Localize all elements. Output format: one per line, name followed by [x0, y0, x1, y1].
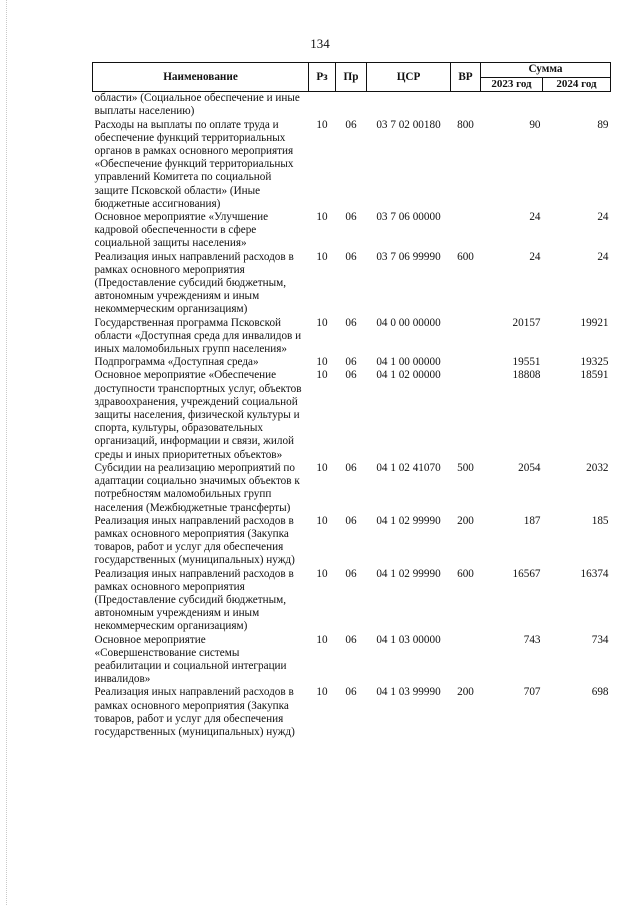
- header-pr: Пр: [336, 63, 367, 92]
- row-csr: 04 1 02 99990: [376, 514, 441, 527]
- header-rz: Рз: [309, 63, 336, 92]
- row-name: Субсидии на реализацию мероприятий по адаптации социально значимых объектов к потребностям маломобильных групп населения (Межбюджетные трансферты): [94, 461, 300, 514]
- row-rz: 10: [316, 633, 328, 646]
- table-row: [93, 462, 611, 515]
- row-csr: 04 1 03 00000: [376, 633, 441, 646]
- row-rz: 10: [316, 316, 328, 329]
- row-pr: 06: [345, 567, 357, 580]
- row-pr: 06: [345, 316, 357, 329]
- row-rz: 10: [316, 356, 328, 369]
- row-vr: 200: [457, 514, 474, 527]
- row-sum-2023: 18808: [512, 369, 541, 382]
- row-sum-2023: [481, 92, 543, 119]
- table-row: [93, 211, 611, 251]
- table-row: [93, 317, 611, 357]
- row-name: Основное мероприятие «Совершенствование системы реабилитации и социальной интеграции инвалидов»: [94, 633, 287, 686]
- row-rz: 10: [316, 686, 328, 699]
- table-header: [93, 63, 611, 92]
- row-sum-2024: [543, 92, 611, 119]
- row-vr: [451, 369, 481, 461]
- row-sum-2024: 185: [591, 514, 609, 527]
- row-csr: 04 1 02 41070: [376, 461, 441, 474]
- header-csr: ЦСР: [367, 63, 451, 92]
- row-vr: 600: [457, 250, 474, 263]
- row-name: области» (Социальное обеспечение и иные выплаты населению): [94, 92, 300, 118]
- row-sum-2024: 18591: [580, 369, 609, 382]
- table-row: [93, 686, 611, 739]
- row-pr: 06: [345, 356, 357, 369]
- row-sum-2024: 734: [591, 633, 609, 646]
- table-row: [93, 92, 611, 119]
- row-sum-2024: 24: [597, 211, 609, 224]
- row-sum-2024: 16374: [580, 567, 609, 580]
- row-name: Основное мероприятие «Улучшение кадровой обеспеченности в сфере социальной защиты населения»: [94, 211, 269, 250]
- row-sum-2024: 19325: [580, 356, 609, 369]
- row-rz: 10: [316, 118, 328, 131]
- row-vr: 600: [457, 567, 474, 580]
- row-rz: 10: [316, 250, 328, 263]
- row-sum-2023: 90: [529, 118, 541, 131]
- row-vr: [451, 356, 481, 369]
- row-sum-2024: 2032: [586, 461, 609, 474]
- row-name: Реализация иных направлений расходов в рамках основного мероприятия (Предоставление субсидий бюджетным, автономным учреждениям и иным некоммерческим организациям): [94, 250, 294, 316]
- row-sum-2023: 24: [529, 250, 541, 263]
- row-rz: 10: [316, 567, 328, 580]
- row-rz: 10: [316, 461, 328, 474]
- row-sum-2023: 19551: [512, 356, 541, 369]
- table-body: [93, 92, 611, 739]
- table-row: [93, 515, 611, 568]
- scan-edge: [0, 0, 7, 905]
- row-pr: 06: [345, 461, 357, 474]
- header-2023: 2023 год: [481, 78, 543, 92]
- row-vr: [451, 211, 481, 251]
- row-vr: 200: [457, 686, 474, 699]
- row-sum-2023: 707: [523, 686, 541, 699]
- budget-table: [92, 62, 611, 739]
- row-csr: 03 7 02 00180: [376, 118, 441, 131]
- row-sum-2023: 187: [523, 514, 541, 527]
- row-name: Расходы на выплаты по оплате труда и обеспечение функций территориальных органов в рамках основного мероприятия «Обеспечение функций территориальных управлений Комитета по социальной защите Псковской области» (Иные бюджетные ассигнования): [94, 118, 294, 210]
- row-name: Основное мероприятие «Обеспечение доступности транспортных услуг, объектов здравоохранения, учреждений социальной защиты населения, физической культуры и спорта, культуры, образовательных организаций, информации и связи, жилой среды и иных приоритетных объектов»: [94, 369, 302, 461]
- table-row: [93, 634, 611, 687]
- row-vr: 800: [457, 118, 474, 131]
- row-csr: 04 1 02 99990: [376, 567, 441, 580]
- row-sum-2023: 24: [529, 211, 541, 224]
- table-row: [93, 119, 611, 211]
- row-sum-2023: 16567: [512, 567, 541, 580]
- row-sum-2023: 2054: [518, 461, 541, 474]
- row-name: Реализация иных направлений расходов в рамках основного мероприятия (Закупка товаров, работ и услуг для обеспечения государственных (муниципальных) нужд): [94, 686, 295, 738]
- header-sum: Сумма: [481, 63, 611, 78]
- row-sum-2024: 19921: [580, 316, 609, 329]
- row-vr: 500: [457, 461, 474, 474]
- page-number: 134: [310, 36, 330, 51]
- row-rz: 10: [316, 369, 328, 382]
- row-pr: 06: [345, 686, 357, 699]
- header-name: Наименование: [93, 63, 309, 92]
- row-name: Реализация иных направлений расходов в рамках основного мероприятия (Закупка товаров, работ и услуг для обеспечения государственных (муниципальных) нужд): [94, 514, 295, 567]
- row-rz: 10: [316, 514, 328, 527]
- row-csr: 04 1 03 99990: [376, 686, 441, 699]
- table-row: [93, 568, 611, 634]
- table-row: [93, 251, 611, 317]
- row-sum-2023: 743: [523, 633, 541, 646]
- row-csr: 04 0 00 00000: [376, 316, 441, 329]
- row-name: Реализация иных направлений расходов в рамках основного мероприятия (Предоставление субсидий бюджетным, автономным учреждениям и иным некоммерческим организациям): [94, 567, 294, 633]
- header-vr: ВР: [451, 63, 481, 92]
- row-name: Государственная программа Псковской области «Доступная среда для инвалидов и иных маломобильных групп населения»: [94, 316, 302, 356]
- row-pr: 06: [345, 250, 357, 263]
- table-row: [93, 356, 611, 369]
- row-sum-2024: 698: [591, 686, 609, 699]
- table-row: [93, 369, 611, 461]
- row-csr: 04 1 02 00000: [376, 369, 441, 382]
- row-csr: [367, 92, 451, 119]
- row-pr: 06: [345, 211, 357, 224]
- row-sum-2024: 24: [597, 250, 609, 263]
- row-csr: 03 7 06 99990: [376, 250, 441, 263]
- row-name: Подпрограмма «Доступная среда»: [94, 356, 259, 369]
- row-sum-2023: 20157: [512, 316, 541, 329]
- row-pr: 06: [345, 369, 357, 382]
- row-vr: [451, 92, 481, 119]
- row-pr: [336, 92, 367, 119]
- row-rz: 10: [316, 211, 328, 224]
- row-vr: [451, 634, 481, 687]
- row-sum-2024: 89: [597, 118, 609, 131]
- row-pr: 06: [345, 514, 357, 527]
- row-pr: 06: [345, 118, 357, 131]
- header-2024: 2024 год: [543, 78, 611, 92]
- row-csr: 03 7 06 00000: [376, 211, 441, 224]
- row-vr: [451, 317, 481, 357]
- row-rz: [309, 92, 336, 119]
- row-pr: 06: [345, 633, 357, 646]
- row-csr: 04 1 00 00000: [376, 356, 441, 369]
